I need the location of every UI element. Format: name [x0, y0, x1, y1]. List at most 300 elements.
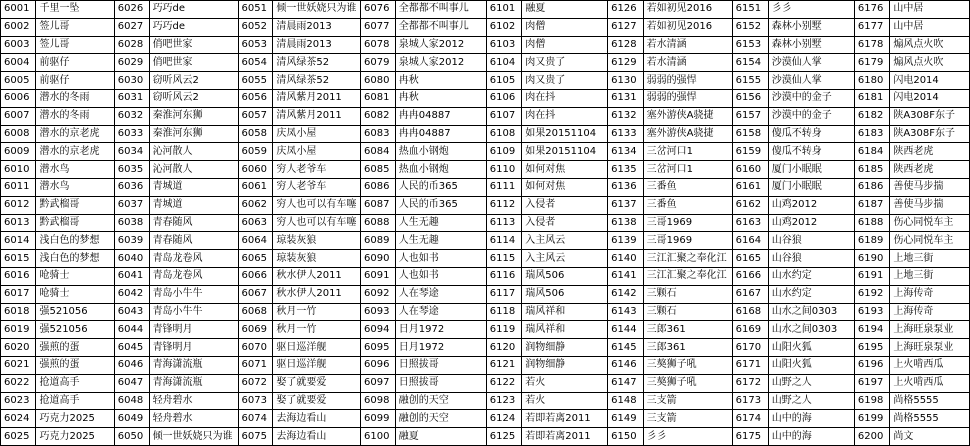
id-cell[interactable]: 6098	[361, 392, 396, 410]
name-cell[interactable]: 山鸡2012	[768, 196, 854, 214]
id-cell[interactable]: 6122	[486, 374, 521, 392]
name-cell[interactable]: 山阳火狐	[768, 356, 854, 374]
id-cell[interactable]: 6010	[1, 161, 36, 179]
id-cell[interactable]: 6192	[854, 285, 889, 303]
name-cell[interactable]: 三岔河口1	[643, 143, 732, 161]
name-cell[interactable]: 沙漠中的金子	[768, 107, 854, 125]
name-cell[interactable]: 驱日巡洋舰	[273, 339, 361, 357]
id-cell[interactable]: 6099	[361, 410, 396, 428]
id-cell[interactable]: 6151	[732, 1, 768, 19]
id-cell[interactable]: 6188	[854, 214, 889, 232]
id-cell[interactable]: 6066	[238, 267, 273, 285]
id-cell[interactable]: 6130	[608, 72, 643, 90]
name-cell[interactable]: 潜水鸟	[36, 161, 114, 179]
name-cell[interactable]: 潜水鸟	[36, 178, 114, 196]
id-cell[interactable]: 6189	[854, 232, 889, 250]
id-cell[interactable]: 6176	[854, 1, 889, 19]
id-cell[interactable]: 6084	[361, 143, 396, 161]
id-cell[interactable]: 6022	[1, 374, 36, 392]
name-cell[interactable]: 三支箭	[643, 410, 732, 428]
id-cell[interactable]: 6110	[486, 161, 521, 179]
id-cell[interactable]: 6094	[361, 321, 396, 339]
id-cell[interactable]: 6143	[608, 303, 643, 321]
name-cell[interactable]: 潜水的京老虎	[36, 125, 114, 143]
id-cell[interactable]: 6133	[608, 125, 643, 143]
name-cell[interactable]: 融创的天空	[395, 410, 486, 428]
id-cell[interactable]: 6036	[114, 178, 149, 196]
name-cell[interactable]: 瑞风506	[522, 285, 608, 303]
name-cell[interactable]: 陕A308F东子	[890, 107, 970, 125]
id-cell[interactable]: 6166	[732, 267, 768, 285]
id-cell[interactable]: 6148	[608, 392, 643, 410]
id-cell[interactable]: 6072	[238, 374, 273, 392]
id-cell[interactable]: 6165	[732, 250, 768, 268]
name-cell[interactable]: 肉又贵了	[522, 54, 608, 72]
name-cell[interactable]: 上海旺泉泵业	[890, 321, 970, 339]
name-cell[interactable]: 人生无趣	[395, 214, 486, 232]
id-cell[interactable]: 6132	[608, 107, 643, 125]
id-cell[interactable]: 6154	[732, 54, 768, 72]
name-cell[interactable]: 入主风云	[522, 232, 608, 250]
id-cell[interactable]: 6115	[486, 250, 521, 268]
name-cell[interactable]: 上火啃西瓜	[890, 356, 970, 374]
name-cell[interactable]: 沁河散人	[149, 161, 238, 179]
id-cell[interactable]: 6104	[486, 54, 521, 72]
id-cell[interactable]: 6038	[114, 214, 149, 232]
name-cell[interactable]: 如果20151104	[522, 143, 608, 161]
name-cell[interactable]: 山阳火狐	[768, 339, 854, 357]
id-cell[interactable]: 6005	[1, 72, 36, 90]
name-cell[interactable]: 塞外游侠A骁捷	[643, 107, 732, 125]
id-cell[interactable]: 6055	[238, 72, 273, 90]
name-cell[interactable]: 融夏	[395, 428, 486, 446]
name-cell[interactable]: 若即若离2011	[522, 428, 608, 446]
name-cell[interactable]: 抢道高手	[36, 392, 114, 410]
id-cell[interactable]: 6075	[238, 428, 273, 446]
id-cell[interactable]: 6097	[361, 374, 396, 392]
name-cell[interactable]: 签儿哥	[36, 36, 114, 54]
name-cell[interactable]: 冉秋	[395, 89, 486, 107]
id-cell[interactable]: 6039	[114, 232, 149, 250]
id-cell[interactable]: 6103	[486, 36, 521, 54]
name-cell[interactable]: 人也如书	[395, 250, 486, 268]
id-cell[interactable]: 6128	[608, 36, 643, 54]
name-cell[interactable]: 潜水的京老虎	[36, 143, 114, 161]
name-cell[interactable]: 俏吧世家	[149, 36, 238, 54]
name-cell[interactable]: 煽风点火吹	[890, 54, 970, 72]
id-cell[interactable]: 6163	[732, 214, 768, 232]
name-cell[interactable]: 陕西老虎	[890, 161, 970, 179]
id-cell[interactable]: 6030	[114, 72, 149, 90]
id-cell[interactable]: 6016	[1, 267, 36, 285]
name-cell[interactable]: 清风绿茶52	[273, 72, 361, 90]
id-cell[interactable]: 6091	[361, 267, 396, 285]
id-cell[interactable]: 6150	[608, 428, 643, 446]
id-cell[interactable]: 6061	[238, 178, 273, 196]
name-cell[interactable]: 沙漠中的金子	[768, 89, 854, 107]
name-cell[interactable]: 泉城人家2012	[395, 36, 486, 54]
id-cell[interactable]: 6182	[854, 107, 889, 125]
id-cell[interactable]: 6003	[1, 36, 36, 54]
id-cell[interactable]: 6096	[361, 356, 396, 374]
id-cell[interactable]: 6187	[854, 196, 889, 214]
id-cell[interactable]: 6012	[1, 196, 36, 214]
id-cell[interactable]: 6051	[238, 1, 273, 19]
id-cell[interactable]: 6147	[608, 374, 643, 392]
name-cell[interactable]: 彡彡	[643, 428, 732, 446]
name-cell[interactable]: 肉在抖	[522, 107, 608, 125]
id-cell[interactable]: 6171	[732, 356, 768, 374]
id-cell[interactable]: 6095	[361, 339, 396, 357]
name-cell[interactable]: 秋水伊人2011	[273, 267, 361, 285]
name-cell[interactable]: 山中居	[890, 1, 970, 19]
name-cell[interactable]: 三江汇聚之奉化江	[643, 250, 732, 268]
name-cell[interactable]: 秋月一竹	[273, 321, 361, 339]
id-cell[interactable]: 6185	[854, 161, 889, 179]
id-cell[interactable]: 6157	[732, 107, 768, 125]
id-cell[interactable]: 6041	[114, 267, 149, 285]
id-cell[interactable]: 6125	[486, 428, 521, 446]
name-cell[interactable]: 如何对焦	[522, 178, 608, 196]
name-cell[interactable]: 青城道	[149, 178, 238, 196]
name-cell[interactable]: 冉冉04887	[395, 125, 486, 143]
name-cell[interactable]: 沙漠仙人掌	[768, 72, 854, 90]
id-cell[interactable]: 6029	[114, 54, 149, 72]
name-cell[interactable]: 三岔河口1	[643, 161, 732, 179]
name-cell[interactable]: 日月1972	[395, 321, 486, 339]
name-cell[interactable]: 青城道	[149, 196, 238, 214]
id-cell[interactable]: 6070	[238, 339, 273, 357]
name-cell[interactable]: 三颗石	[643, 285, 732, 303]
id-cell[interactable]: 6126	[608, 1, 643, 19]
id-cell[interactable]: 6200	[854, 428, 889, 446]
id-cell[interactable]: 6089	[361, 232, 396, 250]
id-cell[interactable]: 6129	[608, 54, 643, 72]
name-cell[interactable]: 强煎的蛋	[36, 356, 114, 374]
name-cell[interactable]: 秦淮河东狮	[149, 107, 238, 125]
name-cell[interactable]: 瑞风祥和	[522, 321, 608, 339]
id-cell[interactable]: 6118	[486, 303, 521, 321]
name-cell[interactable]: 山中的海	[768, 410, 854, 428]
name-cell[interactable]: 厦门小眠眠	[768, 161, 854, 179]
name-cell[interactable]: 上海传奇	[890, 303, 970, 321]
name-cell[interactable]: 清风紫月2011	[273, 89, 361, 107]
id-cell[interactable]: 6043	[114, 303, 149, 321]
id-cell[interactable]: 6015	[1, 250, 36, 268]
id-cell[interactable]: 6116	[486, 267, 521, 285]
id-cell[interactable]: 6082	[361, 107, 396, 125]
name-cell[interactable]: 闪电2014	[890, 72, 970, 90]
name-cell[interactable]: 三郎361	[643, 339, 732, 357]
name-cell[interactable]: 潜水的冬雨	[36, 107, 114, 125]
name-cell[interactable]: 三哥1969	[643, 232, 732, 250]
id-cell[interactable]: 6140	[608, 250, 643, 268]
name-cell[interactable]: 三獒狮子吼	[643, 356, 732, 374]
name-cell[interactable]: 全都都不叫事儿	[395, 18, 486, 36]
id-cell[interactable]: 6174	[732, 410, 768, 428]
name-cell[interactable]: 日照拔哥	[395, 356, 486, 374]
id-cell[interactable]: 6079	[361, 54, 396, 72]
id-cell[interactable]: 6050	[114, 428, 149, 446]
name-cell[interactable]: 傻瓜不转身	[768, 143, 854, 161]
name-cell[interactable]: 厦门小眠眠	[768, 178, 854, 196]
name-cell[interactable]: 尚格5555	[890, 410, 970, 428]
name-cell[interactable]: 肉又贵了	[522, 72, 608, 90]
id-cell[interactable]: 6048	[114, 392, 149, 410]
name-cell[interactable]: 人生无趣	[395, 232, 486, 250]
name-cell[interactable]: 山水约定	[768, 285, 854, 303]
name-cell[interactable]: 青锋明月	[149, 339, 238, 357]
id-cell[interactable]: 6026	[114, 1, 149, 19]
name-cell[interactable]: 肉僧	[522, 18, 608, 36]
id-cell[interactable]: 6179	[854, 54, 889, 72]
name-cell[interactable]: 庆凤小屋	[273, 125, 361, 143]
name-cell[interactable]: 清风紫月2011	[273, 107, 361, 125]
id-cell[interactable]: 6032	[114, 107, 149, 125]
name-cell[interactable]: 弱弱的强悍	[643, 89, 732, 107]
name-cell[interactable]: 山水之间0303	[768, 303, 854, 321]
name-cell[interactable]: 秦淮河东狮	[149, 125, 238, 143]
name-cell[interactable]: 如果20151104	[522, 125, 608, 143]
id-cell[interactable]: 6033	[114, 125, 149, 143]
id-cell[interactable]: 6037	[114, 196, 149, 214]
id-cell[interactable]: 6060	[238, 161, 273, 179]
id-cell[interactable]: 6141	[608, 267, 643, 285]
name-cell[interactable]: 山野之人	[768, 392, 854, 410]
id-cell[interactable]: 6057	[238, 107, 273, 125]
id-cell[interactable]: 6162	[732, 196, 768, 214]
name-cell[interactable]: 上火啃西瓜	[890, 374, 970, 392]
id-cell[interactable]: 6014	[1, 232, 36, 250]
name-cell[interactable]: 肉在抖	[522, 89, 608, 107]
id-cell[interactable]: 6124	[486, 410, 521, 428]
name-cell[interactable]: 善使马步揣	[890, 196, 970, 214]
name-cell[interactable]: 强521056	[36, 321, 114, 339]
id-cell[interactable]: 6087	[361, 196, 396, 214]
name-cell[interactable]: 三颗石	[643, 303, 732, 321]
id-cell[interactable]: 6123	[486, 392, 521, 410]
id-cell[interactable]: 6047	[114, 374, 149, 392]
name-cell[interactable]: 润物细静	[522, 339, 608, 357]
id-cell[interactable]: 6028	[114, 36, 149, 54]
id-cell[interactable]: 6178	[854, 36, 889, 54]
name-cell[interactable]: 千里一坠	[36, 1, 114, 19]
id-cell[interactable]: 6021	[1, 356, 36, 374]
id-cell[interactable]: 6169	[732, 321, 768, 339]
id-cell[interactable]: 6025	[1, 428, 36, 446]
name-cell[interactable]: 青海潇流瓶	[149, 356, 238, 374]
name-cell[interactable]: 青岛小牛牛	[149, 285, 238, 303]
id-cell[interactable]: 6034	[114, 143, 149, 161]
id-cell[interactable]: 6161	[732, 178, 768, 196]
id-cell[interactable]: 6156	[732, 89, 768, 107]
id-cell[interactable]: 6004	[1, 54, 36, 72]
id-cell[interactable]: 6138	[608, 214, 643, 232]
name-cell[interactable]: 黔武榴哥	[36, 196, 114, 214]
name-cell[interactable]: 巧巧de	[149, 18, 238, 36]
id-cell[interactable]: 6172	[732, 374, 768, 392]
id-cell[interactable]: 6184	[854, 143, 889, 161]
id-cell[interactable]: 6160	[732, 161, 768, 179]
id-cell[interactable]: 6135	[608, 161, 643, 179]
id-cell[interactable]: 6017	[1, 285, 36, 303]
name-cell[interactable]: 秋月一竹	[273, 303, 361, 321]
name-cell[interactable]: 前驱仔	[36, 54, 114, 72]
id-cell[interactable]: 6011	[1, 178, 36, 196]
name-cell[interactable]: 融夏	[522, 1, 608, 19]
name-cell[interactable]: 肉僧	[522, 36, 608, 54]
id-cell[interactable]: 6191	[854, 267, 889, 285]
id-cell[interactable]: 6071	[238, 356, 273, 374]
id-cell[interactable]: 6142	[608, 285, 643, 303]
id-cell[interactable]: 6020	[1, 339, 36, 357]
id-cell[interactable]: 6073	[238, 392, 273, 410]
name-cell[interactable]: 塞外游侠A骁捷	[643, 125, 732, 143]
name-cell[interactable]: 潜水的冬雨	[36, 89, 114, 107]
name-cell[interactable]: 琼装灰狼	[273, 232, 361, 250]
name-cell[interactable]: 青海潇流瓶	[149, 374, 238, 392]
name-cell[interactable]: 冉秋	[395, 72, 486, 90]
id-cell[interactable]: 6063	[238, 214, 273, 232]
id-cell[interactable]: 6053	[238, 36, 273, 54]
id-cell[interactable]: 6069	[238, 321, 273, 339]
id-cell[interactable]: 6013	[1, 214, 36, 232]
id-cell[interactable]: 6113	[486, 214, 521, 232]
id-cell[interactable]: 6002	[1, 18, 36, 36]
name-cell[interactable]: 润物细静	[522, 356, 608, 374]
name-cell[interactable]: 倾一世妖娆只为谁	[273, 1, 361, 19]
name-cell[interactable]: 呛骑士	[36, 267, 114, 285]
id-cell[interactable]: 6158	[732, 125, 768, 143]
name-cell[interactable]: 泉城人家2012	[395, 54, 486, 72]
name-cell[interactable]: 上海传奇	[890, 285, 970, 303]
id-cell[interactable]: 6059	[238, 143, 273, 161]
name-cell[interactable]: 秋水伊人2011	[273, 285, 361, 303]
name-cell[interactable]: 伤心同悦车主	[890, 214, 970, 232]
id-cell[interactable]: 6007	[1, 107, 36, 125]
id-cell[interactable]: 6083	[361, 125, 396, 143]
id-cell[interactable]: 6090	[361, 250, 396, 268]
id-cell[interactable]: 6054	[238, 54, 273, 72]
id-cell[interactable]: 6181	[854, 89, 889, 107]
id-cell[interactable]: 6001	[1, 1, 36, 19]
name-cell[interactable]: 山中的海	[768, 428, 854, 446]
id-cell[interactable]: 6077	[361, 18, 396, 36]
id-cell[interactable]: 6131	[608, 89, 643, 107]
name-cell[interactable]: 若如初见2016	[643, 18, 732, 36]
id-cell[interactable]: 6076	[361, 1, 396, 19]
name-cell[interactable]: 强煎的蛋	[36, 339, 114, 357]
name-cell[interactable]: 青春随风	[149, 214, 238, 232]
name-cell[interactable]: 去海边看山	[273, 428, 361, 446]
id-cell[interactable]: 6196	[854, 356, 889, 374]
name-cell[interactable]: 青岛龙卷风	[149, 250, 238, 268]
id-cell[interactable]: 6023	[1, 392, 36, 410]
id-cell[interactable]: 6101	[486, 1, 521, 19]
name-cell[interactable]: 森林小别墅	[768, 18, 854, 36]
id-cell[interactable]: 6159	[732, 143, 768, 161]
name-cell[interactable]: 若即若离2011	[522, 410, 608, 428]
name-cell[interactable]: 人民的币365	[395, 196, 486, 214]
id-cell[interactable]: 6119	[486, 321, 521, 339]
name-cell[interactable]: 呛骑士	[36, 285, 114, 303]
id-cell[interactable]: 6109	[486, 143, 521, 161]
name-cell[interactable]: 清风绿茶52	[273, 54, 361, 72]
name-cell[interactable]: 尚文	[890, 428, 970, 446]
id-cell[interactable]: 6121	[486, 356, 521, 374]
id-cell[interactable]: 6177	[854, 18, 889, 36]
id-cell[interactable]: 6149	[608, 410, 643, 428]
name-cell[interactable]: 签儿哥	[36, 18, 114, 36]
id-cell[interactable]: 6040	[114, 250, 149, 268]
name-cell[interactable]: 青岛小牛牛	[149, 303, 238, 321]
name-cell[interactable]: 冉冉04887	[395, 107, 486, 125]
name-cell[interactable]: 巧克力2025	[36, 410, 114, 428]
name-cell[interactable]: 浅白色的梦想	[36, 232, 114, 250]
id-cell[interactable]: 6193	[854, 303, 889, 321]
name-cell[interactable]: 若火	[522, 392, 608, 410]
name-cell[interactable]: 三郎361	[643, 321, 732, 339]
name-cell[interactable]: 日月1972	[395, 339, 486, 357]
name-cell[interactable]: 彡彡	[768, 1, 854, 19]
name-cell[interactable]: 去海边看山	[273, 410, 361, 428]
name-cell[interactable]: 山谷狼	[768, 232, 854, 250]
id-cell[interactable]: 6198	[854, 392, 889, 410]
id-cell[interactable]: 6183	[854, 125, 889, 143]
name-cell[interactable]: 日照拔哥	[395, 374, 486, 392]
id-cell[interactable]: 6146	[608, 356, 643, 374]
id-cell[interactable]: 6175	[732, 428, 768, 446]
id-cell[interactable]: 6031	[114, 89, 149, 107]
id-cell[interactable]: 6035	[114, 161, 149, 179]
id-cell[interactable]: 6081	[361, 89, 396, 107]
name-cell[interactable]: 山水之间0303	[768, 321, 854, 339]
id-cell[interactable]: 6111	[486, 178, 521, 196]
name-cell[interactable]: 若如初见2016	[643, 1, 732, 19]
id-cell[interactable]: 6106	[486, 89, 521, 107]
name-cell[interactable]: 琼装灰狼	[273, 250, 361, 268]
id-cell[interactable]: 6114	[486, 232, 521, 250]
name-cell[interactable]: 入侵者	[522, 214, 608, 232]
name-cell[interactable]: 窃听风云2	[149, 89, 238, 107]
name-cell[interactable]: 穷人老爷车	[273, 178, 361, 196]
id-cell[interactable]: 6080	[361, 72, 396, 90]
name-cell[interactable]: 人在琴途	[395, 303, 486, 321]
id-cell[interactable]: 6153	[732, 36, 768, 54]
id-cell[interactable]: 6019	[1, 321, 36, 339]
name-cell[interactable]: 山水约定	[768, 267, 854, 285]
name-cell[interactable]: 陕西老虎	[890, 143, 970, 161]
name-cell[interactable]: 青春随风	[149, 232, 238, 250]
name-cell[interactable]: 三江汇聚之奉化江	[643, 267, 732, 285]
name-cell[interactable]: 瑞风祥和	[522, 303, 608, 321]
id-cell[interactable]: 6144	[608, 321, 643, 339]
id-cell[interactable]: 6105	[486, 72, 521, 90]
id-cell[interactable]: 6155	[732, 72, 768, 90]
id-cell[interactable]: 6137	[608, 196, 643, 214]
name-cell[interactable]: 热血小钢炮	[395, 161, 486, 179]
name-cell[interactable]: 轻舟碧水	[149, 410, 238, 428]
id-cell[interactable]: 6068	[238, 303, 273, 321]
id-cell[interactable]: 6056	[238, 89, 273, 107]
name-cell[interactable]: 上地三街	[890, 267, 970, 285]
name-cell[interactable]: 清晨雨2013	[273, 36, 361, 54]
name-cell[interactable]: 三哥1969	[643, 214, 732, 232]
name-cell[interactable]: 巧克力2025	[36, 428, 114, 446]
id-cell[interactable]: 6117	[486, 285, 521, 303]
name-cell[interactable]: 善使马步揣	[890, 178, 970, 196]
id-cell[interactable]: 6062	[238, 196, 273, 214]
